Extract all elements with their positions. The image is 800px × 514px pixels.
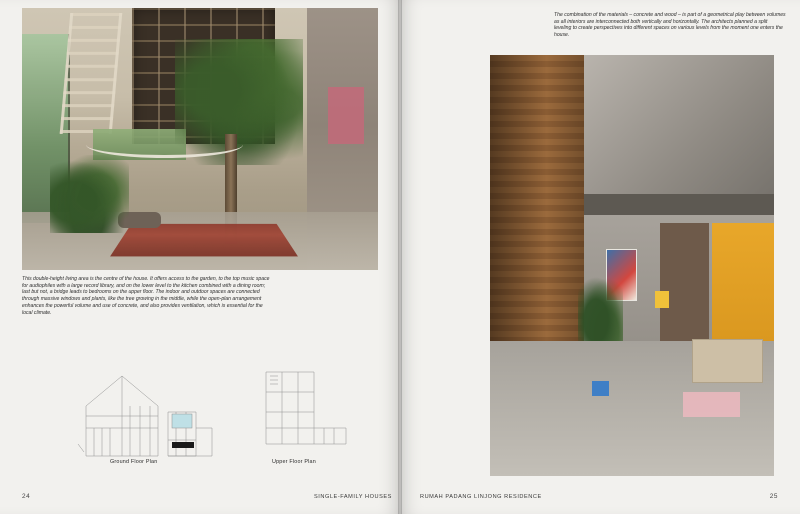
footer-section: SINGLE-FAMILY HOUSES xyxy=(314,494,392,500)
concrete-ceiling xyxy=(584,55,774,211)
page-number-right: 25 xyxy=(769,493,778,500)
ladder xyxy=(59,13,122,134)
pink-wall-opening xyxy=(328,87,364,145)
blue-stool xyxy=(592,381,609,396)
upper-plan-label: Upper Floor Plan xyxy=(272,459,316,465)
photo-living-area xyxy=(22,8,378,270)
upper-floor-plan xyxy=(258,366,354,462)
ceiling-beam xyxy=(584,194,774,215)
photo-interior xyxy=(490,55,774,476)
page-number-left: 24 xyxy=(22,493,31,500)
red-rug xyxy=(110,224,298,257)
caption-right: The combination of the materials – concrete and wood – is part of a geometrical play between volumes as all interiors are interconnected both vertically and horizontally. The architects planned a split leveling to create perspectives into different spaces on various levels from the moment one enters the house. xyxy=(554,12,786,39)
yellow-cube xyxy=(655,291,669,308)
page-gutter xyxy=(398,0,402,514)
sofa xyxy=(692,339,762,383)
pink-rug xyxy=(683,392,740,417)
hammock xyxy=(86,131,243,158)
potted-plants xyxy=(50,155,128,234)
doorway xyxy=(660,223,708,349)
ground-floor-plan xyxy=(76,366,216,462)
yellow-wall xyxy=(712,223,774,349)
caption-left: This double-height living area is the centre of the house. It offers access to the garden, to the top music space for audiophiles with a large record library, and on the lower level to the kitchen combined with a dining room; last but not, a bridge leads to bedrooms on the upper floor. The indoor and outdoor spaces are connected through massive windows and plants, like the tree growing in the middle, while the open-plan arrangement enhances the powerful volume and use of concrete, and also provides ventilation, which is essential for the local climate. xyxy=(22,276,270,316)
footer-project: RUMAH PADANG LINJONG RESIDENCE xyxy=(420,494,542,500)
ground-plan-label: Ground Floor Plan xyxy=(110,459,158,465)
